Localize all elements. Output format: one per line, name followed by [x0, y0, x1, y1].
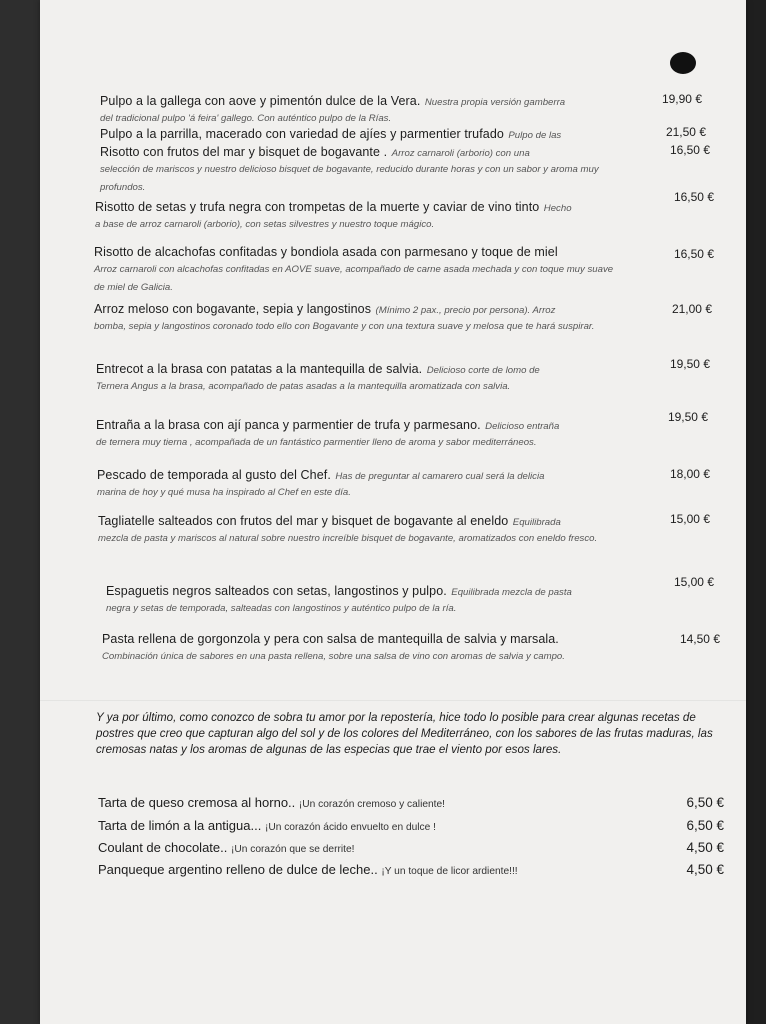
menu-item	[94, 243, 614, 297]
menu-item	[100, 92, 620, 128]
dish-description: del tradicional pulpo 'á feira' gallego. Con auténtico pulpo de la Rías.	[100, 113, 392, 124]
menu-item	[95, 198, 615, 234]
dish-price: 21,00 €	[671, 302, 712, 316]
dish-description-inline: (Mínimo 2 pax., precio por persona). Arroz	[375, 305, 556, 316]
dish-name: Tagliatelle salteados con frutos del mar y bisquet de bogavante al eneldo	[98, 514, 509, 528]
dish-price: 15,00 €	[669, 512, 710, 526]
menu-item	[100, 125, 620, 143]
dessert-intro: Y ya por último, como conozco de sobra tu amor por la repostería, hice todo lo posible para crear algunas recetas de postres que creo que capturan algo del sol y de los colores del Mediterráneo, con los sabores de las frutas maduras, las cremosas natas y los aromas de algunas de las especias que trae el viento por esos lares.	[96, 711, 713, 756]
menu-item	[98, 512, 618, 548]
menu-item	[96, 416, 616, 452]
dish-price: 19,50 €	[667, 410, 708, 424]
dish-description: selección de mariscos y nuestro delicioso bisquet de bogavante, reducido durante horas y con un sabor y aroma muy profundos.	[100, 164, 599, 193]
dessert-price: 6,50 €	[686, 795, 724, 810]
dish-price: 14,50 €	[679, 632, 720, 646]
dish-description-inline: Equilibrada mezcla de pasta	[451, 587, 572, 598]
dish-price: 16,50 €	[669, 143, 710, 157]
dish-description: bomba, sepia y langostinos coronado todo ello con Bogavante y con una textura suave y melosa que te hará suspirar.	[94, 321, 595, 332]
dish-price: 18,00 €	[669, 467, 710, 481]
dish-name: Pulpo a la parrilla, macerado con variedad de ajíes y parmentier trufado	[100, 127, 504, 141]
ink-blot	[670, 52, 696, 74]
menu-item	[94, 300, 614, 336]
dessert-name: Tarta de queso cremosa al horno..	[98, 795, 296, 810]
dish-name: Espaguetis negros salteados con setas, langostinos y pulpo.	[106, 584, 447, 598]
dish-description-inline: Arroz carnaroli (arborio) con una	[391, 148, 530, 159]
dish-description-inline: Has de preguntar al camarero cual será la delicia	[335, 471, 545, 482]
menu-item	[106, 582, 626, 618]
dessert-item	[98, 862, 658, 877]
dish-description-inline: Hecho	[543, 203, 572, 214]
dessert-description: ¡Un corazón cremoso y caliente!	[298, 799, 445, 810]
menu-sheet	[40, 0, 746, 1024]
dish-description: de ternera muy tierna , acompañada de un fantástico parmentier lleno de aroma y sabor mediterráneos.	[96, 437, 537, 448]
dish-name: Risotto con frutos del mar y bisquet de bogavante .	[100, 145, 388, 159]
dessert-price: 4,50 €	[686, 862, 724, 877]
dish-name: Entrecot a la brasa con patatas a la mantequilla de salvia.	[96, 362, 423, 376]
dish-description-inline: Nuestra propia versión gamberra	[424, 97, 566, 108]
dessert-name: Panqueque argentino relleno de dulce de leche..	[98, 862, 378, 877]
dessert-name: Tarta de limón a la antigua...	[98, 818, 262, 833]
dessert-item	[98, 795, 658, 810]
dessert-description: ¡Un corazón ácido envuelto en dulce !	[264, 822, 436, 833]
dish-price: 16,50 €	[673, 247, 714, 261]
dish-description-inline: Pulpo de las	[508, 130, 562, 141]
dessert-price: 4,50 €	[686, 840, 724, 855]
dish-description-inline: Delicioso corte de lomo de	[426, 365, 540, 376]
menu-item	[100, 143, 620, 197]
dish-name: Risotto de setas y trufa negra con trompetas de la muerte y caviar de vino tinto	[95, 200, 540, 214]
dessert-description: ¡Y un toque de licor ardiente!!!	[381, 866, 518, 877]
paper-fold	[40, 700, 746, 702]
dish-description-inline: Equilibrada	[512, 517, 561, 528]
dish-description: Combinación única de sabores en una pasta rellena, sobre una salsa de vino con aromas de salvia y campo.	[102, 651, 565, 662]
dish-description: Ternera Angus a la brasa, acompañado de patas asadas a la mantequilla aromatizada con salvia.	[96, 381, 511, 392]
dish-description: Arroz carnaroli con alcachofas confitadas en AOVE suave, acompañado de carne asada mechada y con toque muy suave de miel de Galicia.	[94, 264, 614, 293]
dish-name: Risotto de alcachofas confitadas y bondiola asada con parmesano y toque de miel	[94, 245, 558, 259]
dessert-name: Coulant de chocolate..	[98, 840, 228, 855]
dessert-price: 6,50 €	[686, 818, 724, 833]
dish-description: mezcla de pasta y mariscos al natural sobre nuestro increíble bisquet de bogavante, aromatizados con eneldo fresco.	[98, 533, 598, 544]
dish-price: 16,50 €	[673, 190, 714, 204]
dessert-description: ¡Un corazón que se derrite!	[231, 844, 355, 855]
dish-price: 19,50 €	[669, 357, 710, 371]
dish-name: Pescado de temporada al gusto del Chef.	[97, 468, 331, 482]
menu-item	[97, 466, 617, 502]
menu-item	[102, 630, 632, 666]
dish-description: marina de hoy y qué musa ha inspirado al Chef en este día.	[97, 487, 351, 498]
dessert-item	[98, 818, 658, 833]
dish-name: Entraña a la brasa con ají panca y parmentier de trufa y parmesano.	[96, 418, 481, 432]
dessert-item	[98, 840, 658, 855]
dish-description-inline: Delicioso entraña	[485, 421, 560, 432]
dish-price: 15,00 €	[673, 575, 714, 589]
dish-name: Pasta rellena de gorgonzola y pera con salsa de mantequilla de salvia y marsala.	[102, 632, 559, 646]
dish-name: Arroz meloso con bogavante, sepia y langostinos	[94, 302, 372, 316]
dish-name: Pulpo a la gallega con aove y pimentón dulce de la Vera.	[100, 94, 421, 108]
menu-item	[96, 360, 616, 396]
dish-price: 21,50 €	[665, 125, 706, 139]
dish-description: a base de arroz carnaroli (arborio), con setas silvestres y nuestro toque mágico.	[95, 219, 435, 230]
dish-description: negra y setas de temporada, salteadas con langostinos y auténtico pulpo de la ría.	[106, 603, 457, 614]
dish-price: 19,90 €	[661, 92, 702, 106]
